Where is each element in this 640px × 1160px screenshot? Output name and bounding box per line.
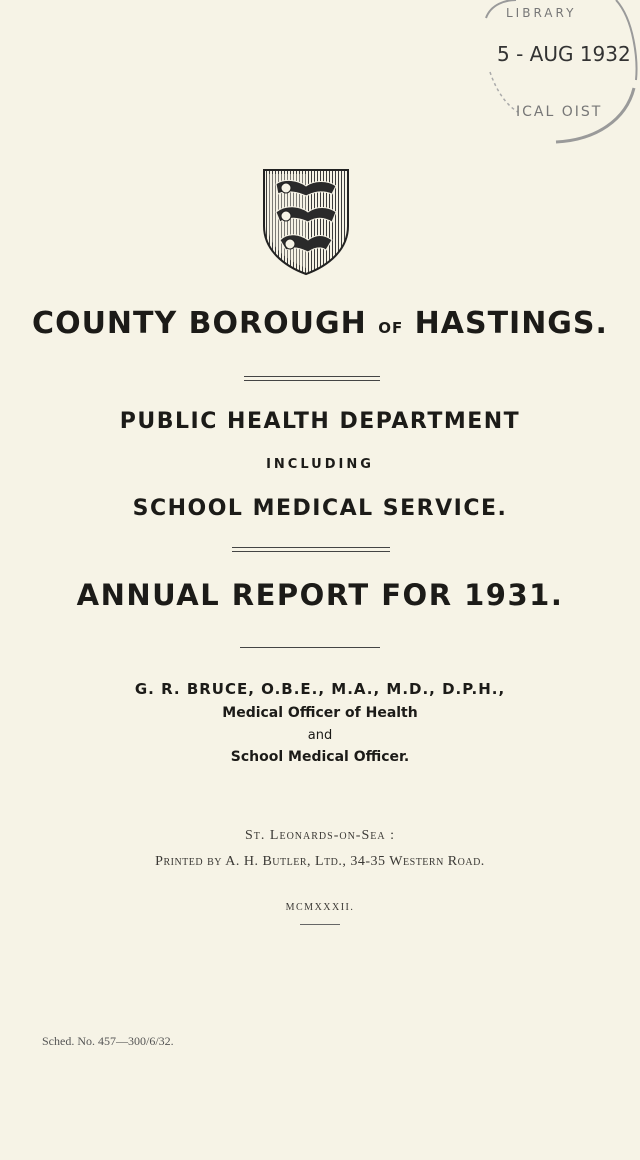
author-conjunction: and	[307, 728, 333, 743]
schedule-number: Sched. No. 457—300/6/32.	[42, 1034, 174, 1048]
department-name: PUBLIC HEALTH DEPARTMENT	[119, 409, 521, 434]
author-name: G. R. BRUCE, O.B.E., M.A., M.D., D.P.H.,	[134, 680, 506, 698]
imprint-place: St. Leonards-on-Sea :	[245, 828, 395, 843]
author-title-school-medical-officer: School Medical Officer.	[230, 749, 410, 765]
page-title	[0, 306, 640, 341]
library-stamp	[466, 0, 640, 150]
divider-rule	[244, 376, 380, 381]
author-title-medical-officer: Medical Officer of Health	[222, 705, 418, 721]
imprint-printer: Printed by A. H. Butler, Ltd., 34-35 Western Road.	[155, 854, 485, 869]
service-name: SCHOOL MEDICAL SERVICE.	[132, 496, 508, 521]
small-divider	[300, 924, 340, 925]
stamp-bottom-text: ICAL OIST	[516, 104, 603, 120]
title-of: OF	[378, 319, 404, 337]
including-label: INCLUDING	[266, 457, 374, 472]
report-title: ANNUAL REPORT FOR 1931.	[76, 578, 564, 612]
imprint-year: MCMXXXII.	[285, 902, 355, 913]
coat-of-arms-icon	[262, 168, 350, 276]
stamp-date: 5 - AUG 1932	[497, 42, 631, 66]
title-county-borough: COUNTY BOROUGH	[32, 306, 367, 341]
stamp-library-text: LIBRARY	[506, 6, 577, 20]
divider-rule	[232, 547, 390, 552]
title-hastings: HASTINGS.	[414, 306, 608, 341]
divider-rule	[240, 647, 380, 648]
